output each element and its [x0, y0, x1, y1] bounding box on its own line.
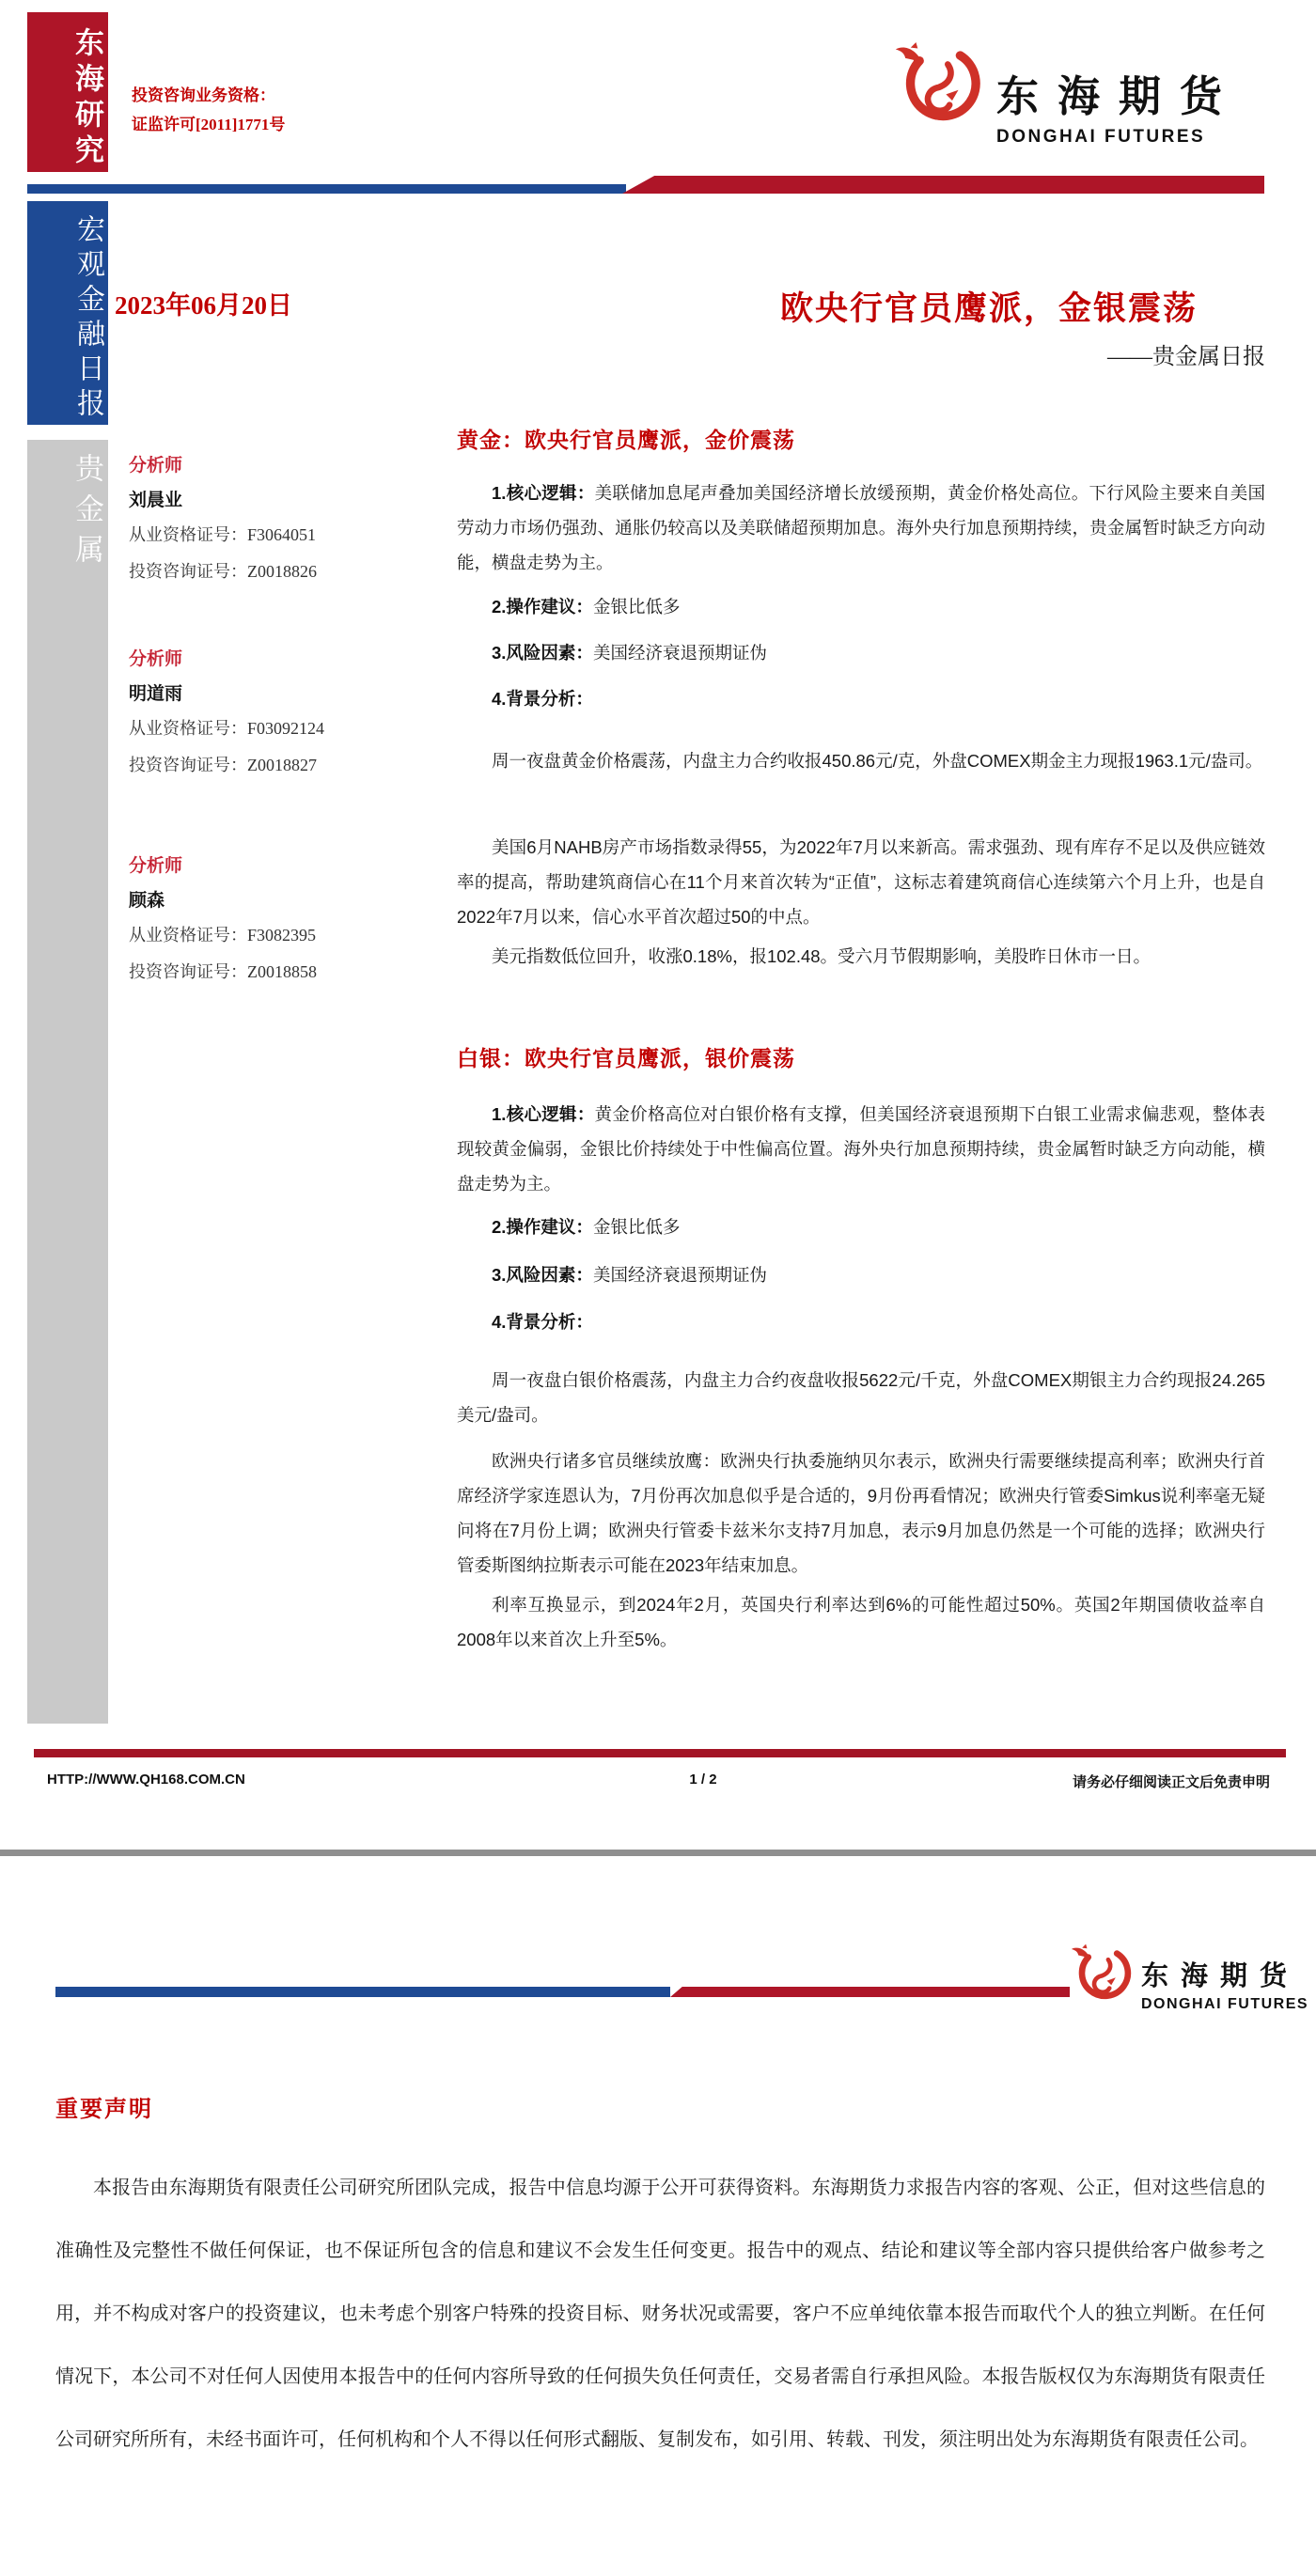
analyst-name: 刘晨业	[129, 491, 183, 510]
page2-rule-blue	[55, 1987, 670, 1997]
gold-paragraph-1: 周一夜盘黄金价格震荡，内盘主力合约收报450.86元/克，外盘COMEX期金主力现报1963.1元/盎司。	[492, 751, 1263, 771]
item-label: 2.操作建议：	[492, 1217, 593, 1237]
license-line2: 证监许可[2011]1771号	[132, 116, 286, 133]
silver-item-advice	[457, 1210, 1265, 1244]
report-date: 2023年06月20日	[115, 291, 292, 320]
silver-paragraph-3: 利率互换显示，到2024年2月，英国央行利率达到6%的可能性超过50%。英国2年期国债收益率自2008年以来首次上升至5%。	[457, 1595, 1265, 1649]
company-logo	[893, 41, 1241, 148]
silver-item-background	[457, 1304, 1265, 1339]
research-box	[27, 12, 108, 172]
important-statement-heading: 重要声明	[55, 2097, 153, 2122]
footer-url: HTTP://WWW.QH168.COM.CN	[47, 1772, 245, 1788]
analyst-block-3	[129, 851, 420, 981]
analyst-advisory-no: 投资咨询证号：Z0018827	[129, 756, 317, 774]
logo-cn-text: 东海期货	[996, 72, 1242, 120]
sidebar-section-strip	[27, 440, 108, 1724]
report-subtitle: ——贵金属日报	[1107, 345, 1265, 369]
disclaimer-paragraph: 本报告由东海期货有限责任公司研究所团队完成，报告中信息均源于公开可获得资料。东海期货力求报告内容的客观、公正，但对这些信息的准确性及完整性不做任何保证，也不保证所包含的信息和建议不会发生任何变更。报告中的观点、结论和建议等全部内容只提供给客户做参考之用，并不构成对客户的投资建议，也未考虑个别客户特殊的投资目标、财务状况或需要，客户不应单纯依靠本报告而取代个人的独立判断。在任何情况下，本公司不对任何人因使用本报告中的任何内容所导致的任何损失负任何责任，交易者需自行承担风险。本报告版权仅为东海期货有限责任公司研究所所有，未经书面许可，任何机构和个人不得以任何形式翻版、复制发布，如引用、转载、刊发，须注明出处为东海期货有限责任公司。	[55, 2178, 1265, 2450]
sidebar-category-box	[27, 201, 108, 425]
dragon-logo-icon	[893, 41, 981, 148]
item-label: 1.核心逻辑：	[492, 1104, 595, 1124]
analyst-role: 分析师	[129, 856, 183, 876]
footer-page-number: 1 / 2	[689, 1772, 717, 1788]
analyst-practice-no: 从业资格证号：F03092124	[129, 719, 325, 738]
company-logo-page2	[1070, 1944, 1312, 2013]
item-text: 金银比低多	[592, 597, 681, 617]
analyst-block-1	[129, 451, 420, 581]
item-text: 美联储加息尾声叠加美国经济增长放缓预期，黄金价格处高位。下行风险主要来自美国劳动力市场仍强劲、通胀仍较高以及美联储超预期加息。海外央行加息预期持续，贵金属暂时缺乏方向动能，横盘走势为主。	[457, 483, 1265, 572]
item-text: 黄金价格高位对白银价格有支撑，但美国经济衰退预期下白银工业需求偏悲观，整体表现较黄金偏弱，金银比价持续处于中性偏高位置。海外央行加息预期持续，贵金属暂时缺乏方向动能，横盘走势为主。	[457, 1104, 1265, 1194]
gold-section-heading: 黄金：欧央行官员鹰派，金价震荡	[457, 428, 795, 452]
silver-section-heading: 白银：欧央行官员鹰派，银价震荡	[457, 1046, 795, 1070]
research-box-label: 东海研究	[70, 27, 103, 170]
item-label: 4.背景分析：	[492, 689, 593, 709]
analyst-name: 明道雨	[129, 684, 183, 704]
silver-paragraph-2: 欧洲央行诸多官员继续放鹰：欧洲央行执委施纳贝尔表示，欧洲央行需要继续提高利率；欧洲央行首席经济学家连恩认为，7月份再次加息似乎是合适的，9月份再看情况；欧洲央行管委Simkus说利率毫无疑问将在7月份上调；欧洲央行管委卡兹米尔支持7月加息，表示9月加息仍然是一个可能的选择；欧洲央行管委斯图纳拉斯表示可能在2023年结束加息。	[457, 1451, 1265, 1575]
analyst-practice-no: 从业资格证号：F3064051	[129, 525, 317, 544]
gold-item-advice	[457, 589, 1265, 624]
item-label: 2.操作建议：	[492, 597, 593, 617]
footer-disclaimer-notice: 请务必仔细阅读正文后免责申明	[1072, 1774, 1270, 1790]
header-rule-blue	[27, 184, 626, 194]
logo-en-text: DONGHAI FUTURES	[1141, 1996, 1309, 2012]
item-text: 美国经济衰退预期证伪	[592, 643, 767, 663]
page-separator	[0, 1850, 1316, 1856]
report-title: 欧央行官员鹰派，金银震荡	[779, 290, 1198, 327]
item-label: 4.背景分析：	[492, 1312, 593, 1332]
footer-rule	[34, 1749, 1286, 1757]
analyst-name: 顾森	[129, 891, 165, 911]
sidebar-category-label: 宏观金融日报	[72, 214, 103, 423]
item-label: 3.风险因素：	[492, 1265, 593, 1285]
logo-cn-text: 东海期货	[1141, 1961, 1300, 1991]
silver-paragraph-1: 周一夜盘白银价格震荡，内盘主力合约夜盘收报5622元/千克，外盘COMEX期银主力合约现报24.265美元/盎司。	[457, 1370, 1265, 1425]
license-line1: 投资咨询业务资格：	[132, 86, 275, 104]
item-text: 金银比低多	[592, 1217, 681, 1237]
gold-item-background	[457, 681, 1265, 716]
silver-item-risk	[457, 1257, 1265, 1292]
page2-rule-red	[670, 1987, 1070, 1997]
sidebar-section-label: 贵金属	[70, 453, 103, 574]
analyst-practice-no: 从业资格证号：F3082395	[129, 926, 317, 945]
header-rule-red	[622, 176, 1264, 194]
silver-item-core-logic	[457, 1097, 1265, 1201]
analyst-role: 分析师	[129, 456, 183, 476]
analyst-role: 分析师	[129, 649, 183, 669]
analyst-advisory-no: 投资咨询证号：Z0018826	[129, 562, 317, 581]
logo-en-text: DONGHAI FUTURES	[996, 127, 1206, 147]
gold-item-core-logic	[457, 476, 1265, 580]
item-label: 1.核心逻辑：	[492, 483, 595, 503]
item-text: 美国经济衰退预期证伪	[592, 1265, 767, 1285]
gold-paragraph-2: 美国6月NAHB房产市场指数录得55，为2022年7月以来新高。需求强劲、现有库存不足以及供应链效率的提高，帮助建筑商信心在11个月来首次转为“正值”，这标志着建筑商信心连续第六个月上升，也是自2022年7月以来，信心水平首次超过50的中点。	[457, 837, 1265, 927]
gold-item-risk	[457, 635, 1265, 670]
license-block	[132, 81, 285, 139]
gold-paragraph-3: 美元指数低位回升，收涨0.18%，报102.48。受六月节假期影响，美股昨日休市一日。	[492, 946, 1152, 966]
analyst-advisory-no: 投资咨询证号：Z0018858	[129, 962, 317, 981]
dragon-logo-icon	[1070, 1944, 1132, 2013]
analyst-block-2	[129, 645, 420, 774]
item-label: 3.风险因素：	[492, 643, 593, 663]
